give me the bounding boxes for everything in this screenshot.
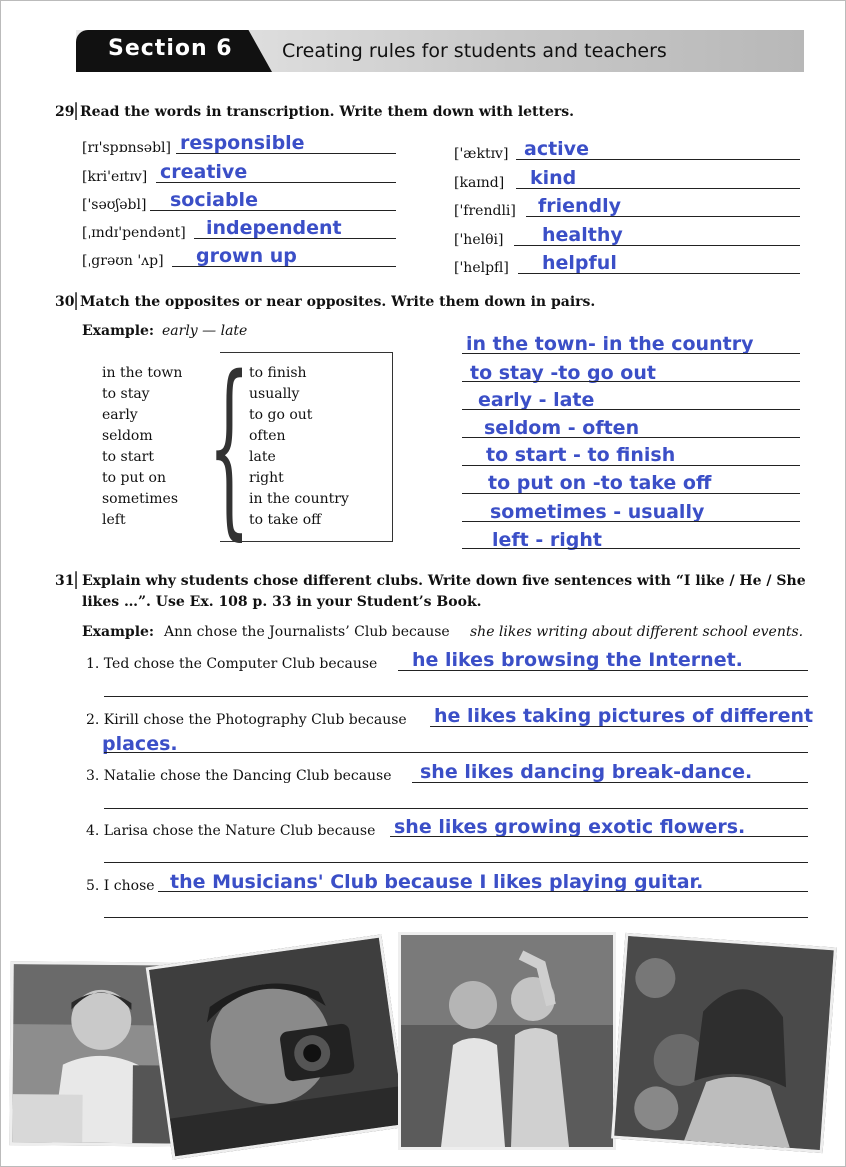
word: seldom	[102, 428, 153, 444]
word: left	[102, 512, 126, 528]
dancing-couple-image	[401, 935, 613, 1147]
pair-answer: early - late	[478, 389, 595, 411]
word: in the country	[249, 491, 349, 507]
exercise-number: 30	[55, 294, 75, 310]
example-text: Ann chose the Journalists’ Club because	[164, 624, 450, 640]
transcription: [kaɪnd]	[454, 175, 505, 191]
example-label: Example:	[82, 323, 155, 339]
word: to stay	[102, 386, 150, 402]
sentence-prompt: 3. Natalie chose the Dancing Club because	[86, 768, 392, 784]
answer-line	[158, 891, 808, 892]
dancing-couple-photo	[398, 932, 616, 1150]
answer-line	[462, 437, 800, 438]
section-title: Creating rules for students and teachers	[282, 40, 667, 62]
pair-answer: to put on -to take off	[488, 472, 712, 494]
answer-text: independent	[206, 217, 342, 239]
word: to finish	[249, 365, 307, 381]
answer-text: friendly	[538, 195, 622, 217]
answer-line	[104, 752, 808, 753]
exercise-instruction-line1: Explain why students chose different clubs. Write down five sentences with “I like / He / She	[82, 573, 806, 589]
girl-with-flowers-photo	[611, 933, 837, 1153]
transcription: [rɪ'spɒnsəbl]	[82, 140, 171, 156]
answer-line	[430, 726, 808, 727]
answer-text: grown up	[196, 245, 297, 267]
pair-answer: to stay -to go out	[470, 362, 656, 384]
pair-answer: to start - to finish	[486, 444, 676, 466]
example-label: Example:	[82, 624, 155, 640]
answer-line	[104, 696, 808, 697]
transcription: [ˌɪndɪ'pendənt]	[82, 225, 186, 241]
sentence-prompt: 1. Ted chose the Computer Club because	[86, 656, 378, 672]
answer-line	[150, 210, 396, 211]
example-answer: she likes writing about different school events.	[470, 624, 804, 640]
sentence-answer: he likes taking pictures of different	[434, 705, 814, 727]
exercise-marker: |	[73, 100, 80, 121]
answer-line	[462, 409, 800, 410]
answer-text: active	[524, 138, 589, 160]
answer-line	[156, 182, 396, 183]
answer-line	[516, 188, 800, 189]
transcription: ['æktɪv]	[454, 146, 509, 162]
brace-symbol: {	[208, 336, 251, 557]
answer-line	[462, 381, 800, 382]
transcription: [ˌgrəʊn 'ʌp]	[82, 253, 164, 269]
sentence-prompt: 4. Larisa chose the Nature Club because	[86, 823, 376, 839]
exercise-marker: |	[73, 290, 80, 311]
pair-answer: seldom - often	[484, 417, 640, 439]
boy-with-camera-photo	[146, 934, 409, 1159]
answer-line	[516, 159, 800, 160]
exercise-instruction-line2: likes …”. Use Ex. 108 p. 33 in your Student’s Book.	[82, 594, 482, 610]
word: to put on	[102, 470, 167, 486]
sentence-answer: she likes dancing break-dance.	[420, 761, 753, 783]
word: in the town	[102, 365, 183, 381]
answer-line	[514, 245, 800, 246]
exercise-instruction: Read the words in transcription. Write them down with letters.	[80, 104, 575, 120]
answer-text: responsible	[180, 132, 305, 154]
answer-line	[398, 670, 808, 671]
answer-line	[104, 862, 808, 863]
word: late	[249, 449, 276, 465]
example-text: early — late	[162, 323, 248, 339]
transcription: ['səʊʃəbl]	[82, 197, 147, 213]
exercise-number: 31	[55, 573, 75, 589]
sentence-answer: she likes growing exotic flowers.	[394, 816, 746, 838]
section-label: Section 6	[108, 36, 233, 61]
transcription: ['helθi]	[454, 232, 504, 248]
pair-answer: left - right	[492, 529, 602, 551]
answer-line	[104, 917, 808, 918]
exercise-instruction: Match the opposites or near opposites. Write them down in pairs.	[80, 294, 596, 310]
exercise-marker: |	[73, 569, 80, 590]
answer-line	[172, 266, 396, 267]
sentence-prompt: 5. I chose	[86, 878, 155, 894]
answer-line	[462, 493, 800, 494]
boy-with-camera-image	[149, 938, 405, 1156]
word: to take off	[249, 512, 322, 528]
word: sometimes	[102, 491, 179, 507]
answer-text: helpful	[542, 252, 617, 274]
sentence-answer: he likes browsing the Internet.	[412, 649, 743, 671]
answer-line	[526, 216, 800, 217]
answer-line	[462, 521, 800, 522]
word: to start	[102, 449, 154, 465]
sentence-answer-continued: places.	[102, 733, 178, 755]
word: to go out	[249, 407, 313, 423]
answer-text: creative	[160, 161, 248, 183]
sentence-answer: the Musicians' Club because I likes playing guitar.	[170, 871, 704, 893]
answer-line	[518, 273, 800, 274]
sentence-prompt: 2. Kirill chose the Photography Club because	[86, 712, 407, 728]
answer-line	[104, 808, 808, 809]
answer-line	[462, 353, 800, 354]
answer-line	[462, 548, 800, 549]
transcription: [kri'eɪtɪv]	[82, 169, 148, 185]
exercise-number: 29	[55, 104, 75, 120]
answer-line	[390, 836, 808, 837]
answer-line	[412, 782, 808, 783]
transcription: ['frendli]	[454, 203, 516, 219]
girl-with-flowers-image	[614, 936, 833, 1150]
answer-text: kind	[530, 167, 577, 189]
word: early	[102, 407, 138, 423]
pair-answer: in the town- in the country	[466, 333, 754, 355]
word: usually	[249, 386, 300, 402]
answer-line	[176, 153, 396, 154]
word: right	[249, 470, 284, 486]
answer-line	[194, 238, 396, 239]
answer-text: sociable	[170, 189, 258, 211]
answer-line	[462, 465, 800, 466]
answer-text: healthy	[542, 224, 623, 246]
word: often	[249, 428, 286, 444]
transcription: ['helpfl]	[454, 260, 509, 276]
pair-answer: sometimes - usually	[490, 501, 705, 523]
